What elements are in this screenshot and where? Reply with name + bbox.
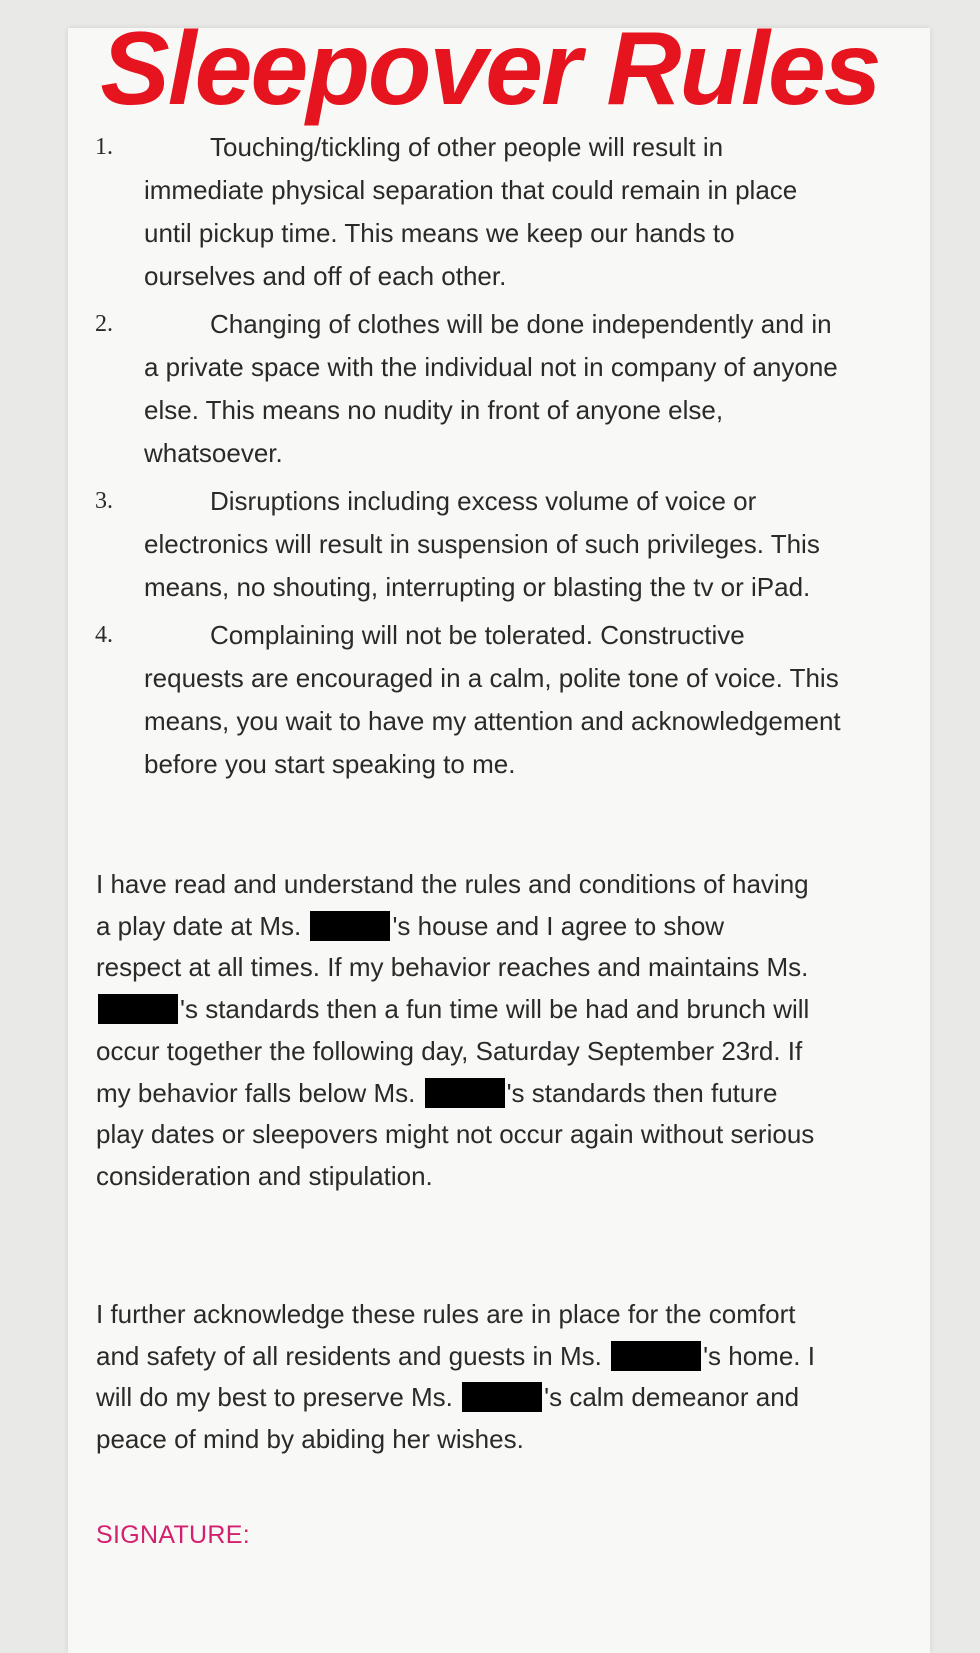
- agreement-text: 's standards then a fun time will be had and brunch will occur together the following day, Saturday September 23rd. If my behavior falls below Ms.: [96, 994, 810, 1108]
- rules-list: [95, 126, 844, 791]
- acknowledgement-text: 's home. I will do my best to preserve Ms.: [96, 1340, 815, 1413]
- rule-text: Changing of clothes will be done independently and in a private space with the individual not in company of anyone else. This means no nudity in front of anyone else, whatsoever.: [144, 309, 838, 468]
- rule-text: Disruptions including excess volume of voice or electronics will result in suspension of such privileges. This means, no shouting, interrupting or blasting the tv or iPad.: [144, 486, 820, 602]
- redaction-bar: [462, 1382, 542, 1412]
- redaction-bar: [425, 1078, 505, 1108]
- rule-item: [95, 614, 844, 786]
- acknowledgement-paragraph: [96, 1294, 816, 1461]
- rule-number: 4.: [95, 622, 113, 648]
- redaction-bar: [611, 1341, 701, 1371]
- page-title: Sleepover Rules: [100, 11, 880, 127]
- acknowledgement-text: I further acknowledge these rules are in place for the comfort and safety of all residents and guests in Ms.: [96, 1299, 796, 1371]
- rule-item: [95, 303, 844, 475]
- rule-number: 3.: [95, 488, 113, 514]
- rule-item: [95, 126, 844, 298]
- agreement-text: 's house and I agree to show respect at all times. If my behavior reaches and maintains Ms.: [96, 910, 809, 983]
- rule-item: [95, 480, 844, 609]
- rule-text: Complaining will not be tolerated. Constructive requests are encouraged in a calm, polite tone of voice. This means, you wait to have my attention and acknowledgement before you start speaking to me.: [144, 620, 841, 779]
- agreement-text: 's standards then future play dates or sleepovers might not occur again without serious consideration and stipulation.: [96, 1077, 815, 1191]
- agreement-paragraph: [96, 864, 816, 1198]
- rule-number: 1.: [95, 134, 113, 160]
- rule-number: 2.: [95, 311, 113, 337]
- acknowledgement-text: 's calm demeanor and peace of mind by abiding her wishes.: [96, 1382, 800, 1455]
- redaction-bar: [310, 911, 390, 941]
- redaction-bar: [98, 994, 178, 1024]
- rule-text: Touching/tickling of other people will result in immediate physical separation that could remain in place until pickup time. This means we keep our hands to ourselves and off of each other.: [144, 132, 798, 291]
- agreement-text: I have read and understand the rules and conditions of having a play date at Ms.: [96, 869, 809, 941]
- signature-label: SIGNATURE:: [96, 1521, 250, 1549]
